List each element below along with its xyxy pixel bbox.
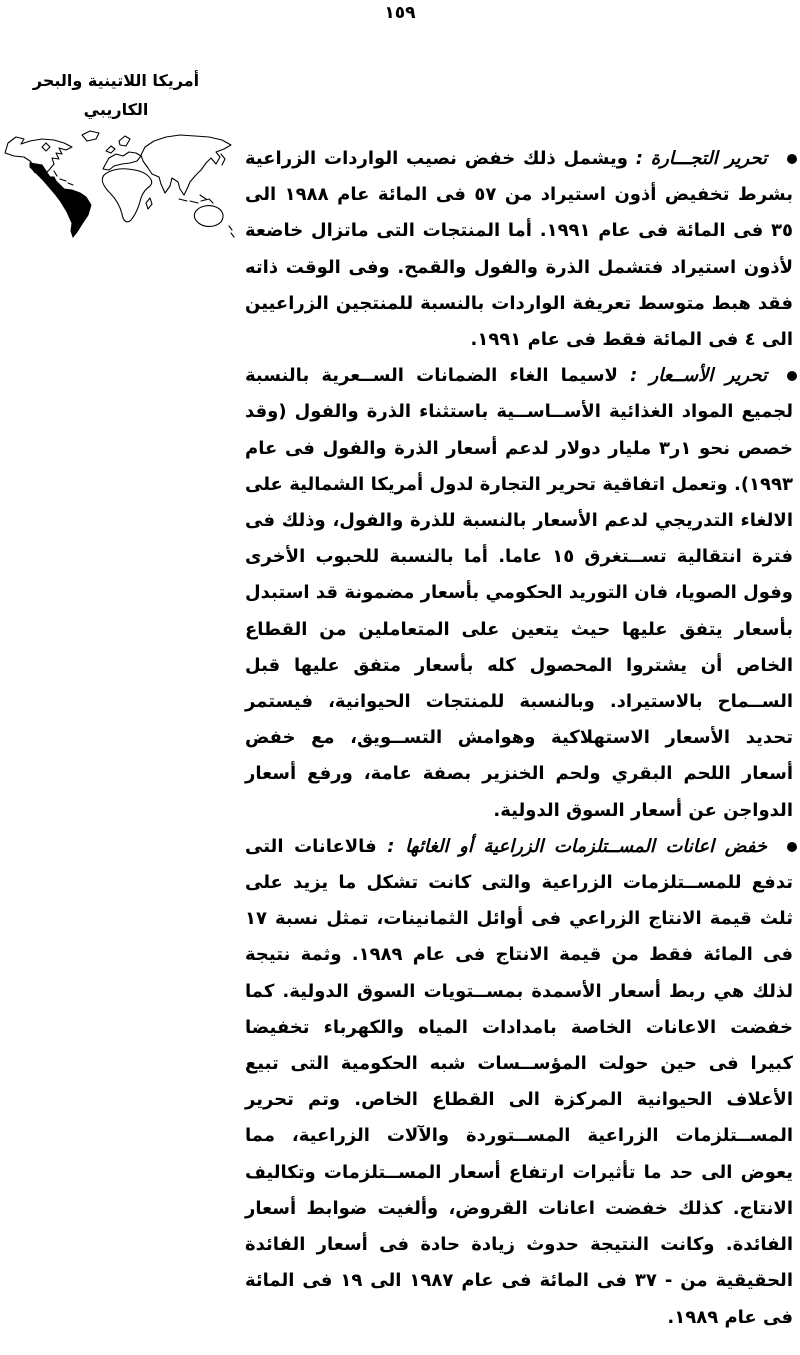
africa-outline: [102, 169, 151, 222]
region-label-line2: الكاريبي: [83, 100, 149, 119]
bullet-lead: تحرير التجـــارة :: [635, 148, 767, 169]
bullet-text: ويشمل ذلك خفض نصيب الواردات الزراعية بشرط تخفيض أذون استيراد من ٥٧ فى المائة عام ١٩٨٨ الى ٣٥ فى المائة فى عام ١٩٩١. أما المنتجات التى ماتزال خاضعة لأذون استيراد فتشمل الذرة والفول والقمح. وفى الوقت ذاته فقد هبط متوسط تعريفة الواردات بالنسبة للمنتجين الزراعيين الى ٤ فى المائة فقط فى عام ١٩٩١.: [245, 148, 794, 351]
asia-outline: [141, 135, 231, 195]
bullet-dot-icon: [787, 842, 797, 852]
region-label: [0, 66, 232, 124]
bullet-lead: خفض اعانات المســتلزمات الزراعية أو الغائها :: [387, 835, 767, 857]
greenland-outline: [82, 131, 99, 141]
australia-outline: [194, 206, 223, 227]
page-number: ١٥٩: [384, 3, 416, 23]
bullet-item-trade: [245, 141, 793, 358]
europe-outline: [119, 136, 130, 146]
bullet-dot-icon: [787, 154, 797, 164]
latin-america-region: [30, 163, 91, 237]
bullet-text: لاسيما الغاء الضمانات الســعرية بالنسبة لجميع المواد الغذائية الأســاســية باستثناء الذرة والفول (وقد خصص نحو ١ر٣ مليار دولار لدعم أسعار الذرة والفول فى عام ١٩٩٣). وتعمل اتفاقية تحرير التجارة لدول أمريكا الشمالية على الالغاء التدريجي لدعم الأسعار بالنسبة للذرة والفول، وذلك فى فترة انتقالية تســتغرق ١٥ عاما. أما بالنسبة للحبوب الأخرى وفول الصويا، فان التوريد الحكومي بأسعار مضمونة قد استبدل بأسعار يتفق عليها حيث يتعين على المتعاملين من القطاع الخاص أن يشتروا المحصول كله بأسعار متفق عليها قبل الســماح بالاستيراد. وبالنسبة للمنتجات الحيوانية، فيستمر تحديد الأسعار الاستهلاكية وهوامش التســويق، مع خفض أسعار اللحم البقري ولحم الخنزير بصفة عامة، ورفع أسعار الدواجن عن أسعار السوق الدولية.: [245, 365, 793, 821]
world-map-icon: [2, 127, 235, 240]
bullet-item-prices: [245, 358, 793, 829]
region-label-line1: أمريكا اللاتينية والبحر: [32, 71, 200, 90]
world-map: [2, 127, 235, 240]
bullet-lead: تحرير الأســعار :: [630, 365, 767, 387]
bullet-dot-icon: [787, 371, 797, 381]
bullet-list: [245, 141, 793, 1336]
bullet-item-input-subsidies: [245, 829, 793, 1336]
bullet-text: فالاعانات التى تدفع للمســتلزمات الزراعية والتى كانت تشكل ما يزيد على ثلث قيمة الانتاج الزراعي فى أوائل الثمانينات، تمثل نسبة ١٧ فى المائة فقط من قيمة الانتاج فى عام ١٩٨٩. وثمة نتيجة لذلك هي ربط أسعار الأسمدة بمســتويات السوق الدولية. كما خفضت الاعانات الخاصة بامدادات المياه والكهرباء تخفيضا كبيرا فى حين حولت المؤســسات شبه الحكومية التى تبيع الأعلاف الحيوانية المركزة الى القطاع الخاص. وتم تحرير المســتلزمات الزراعية المســتوردة والآلات الزراعية، مما يعوض الى حد ما تأثيرات ارتفاع أسعار المســتلزمات وتكاليف الانتاج. كذلك خفضت اعانات القروض، وألغيت ضوابط أسعار الفائدة. وكانت النتيجة حدوث زيادة حادة فى أسعار الفائدة الحقيقية من - ٣٧ فى المائة فى عام ١٩٨٧ الى ١٩ فى المائة فى عام ١٩٨٩.: [245, 835, 793, 1328]
